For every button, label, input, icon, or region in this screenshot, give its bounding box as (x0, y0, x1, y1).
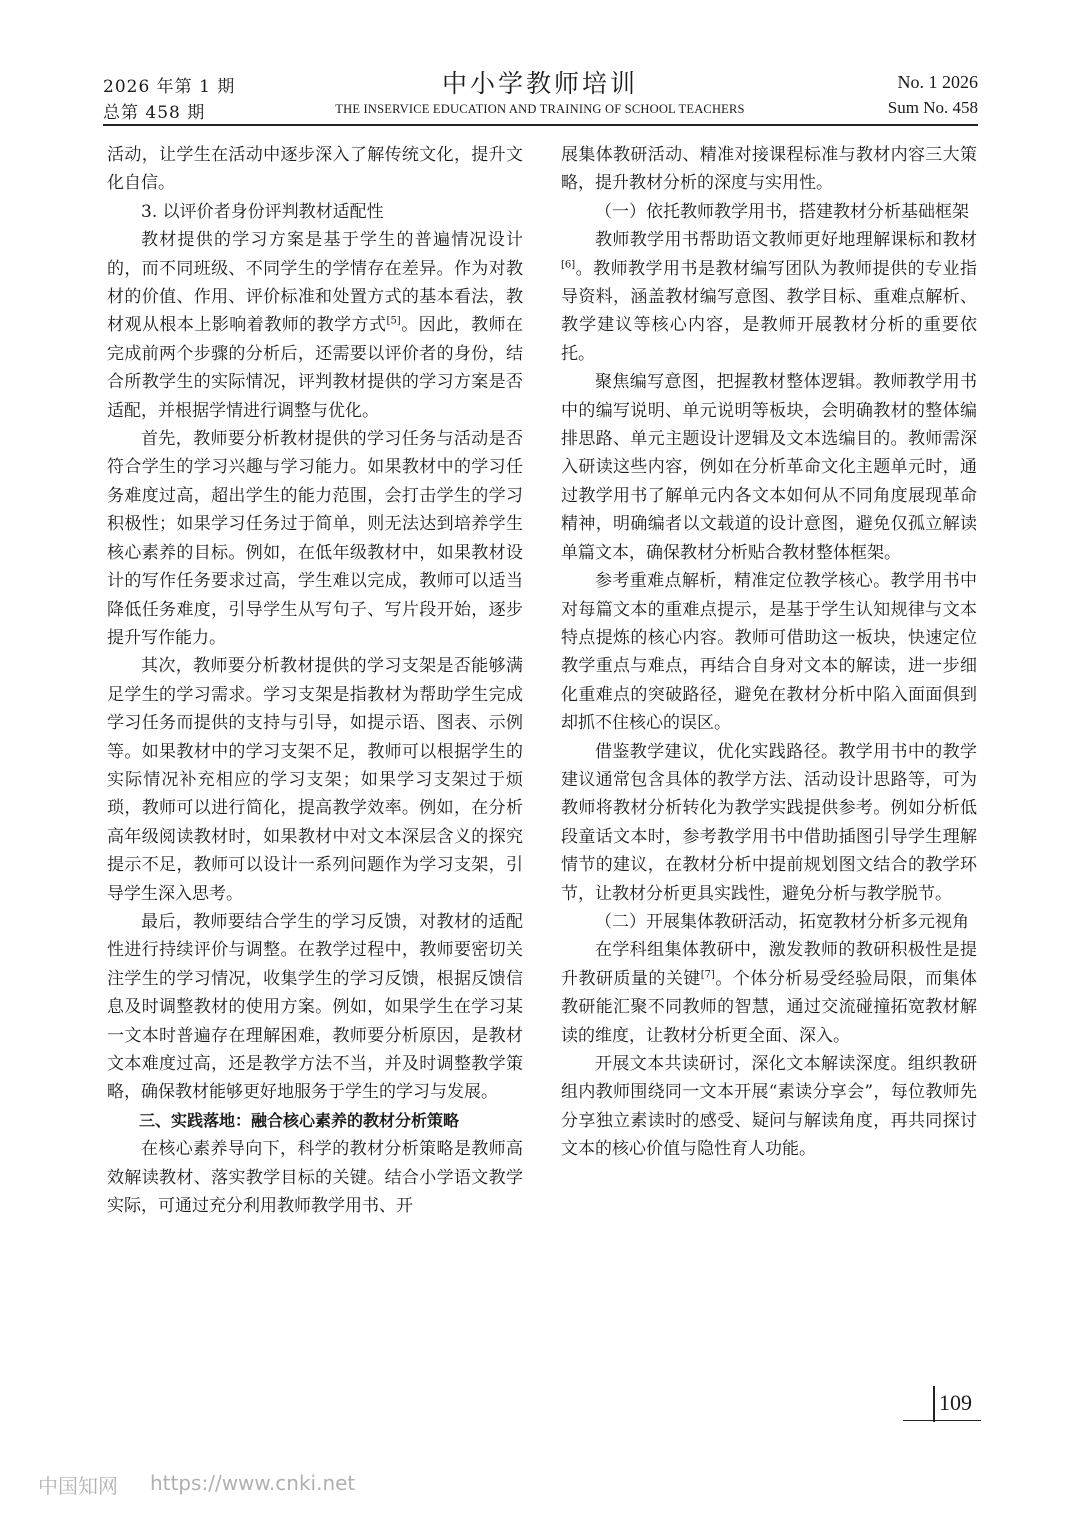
paragraph: 聚焦编写意图，把握教材整体逻辑。教师教学用书中的编写说明、单元说明等板块，会明确教材的整体编排思路、单元主题设计逻辑及文本选编目的。教师需深入研读这些内容，例如在分析革命文化主题单元时，通过教学用书了解单元内各文本如何从不同角度展现革命精神，明确编者以文载道的设计意图，避免仅孤立解读单篇文本，确保教材分析贴合教材整体框架。 (561, 372, 977, 563)
paragraph: 在核心素养导向下，科学的教材分析策略是教师高效解读教材、落实教学目标的关键。结合小学语文教学实际，可通过充分利用教师教学用书、开 (107, 1139, 523, 1217)
page-number-divider (933, 1386, 935, 1422)
subheading: 3. 以评价者身份评判教材适配性 (141, 201, 384, 222)
paragraph: 借鉴教学建议，优化实践路径。教学用书中的教学建议通常包含具体的教学方法、活动设计思路等，可为教师将教材分析转化为教学实践提供参考。例如分析低段童话文本时，参考教学用书中借助插图引导学生理解情节的建议，在教材分析中提前规划图文结合的教学环节，让教材分析更具实践性，避免分析与教学脱节。 (561, 741, 977, 904)
right-column (561, 141, 977, 1164)
paragraph (561, 936, 977, 1050)
citation-ref: [5] (386, 315, 401, 327)
paragraph: 首先，教师要分析教材提供的学习任务与活动是否符合学生的学习兴趣与学习能力。如果教材中的学习任务难度过高，超出学生的能力范围，会打击学生的学习积极性；如果学习任务过于简单，则无法达到培养学生核心素养的目标。例如，在低年级教材中，如果教材设计的写作任务要求过高，学生难以完成，教师可以适当降低任务难度，引导学生从写句子、写片段开始，逐步提升写作能力。 (107, 429, 523, 648)
total-issue-en: Sum No. 458 (887, 98, 978, 117)
paragraph: 展集体教研活动、精准对接课程标准与教材内容三大策略，提升教材分析的深度与实用性。 (561, 145, 977, 194)
subsection-heading: （一）依托教师教学用书，搭建教材分析基础框架 (595, 201, 969, 222)
paragraph-text: 。个体分析易受经验局限，而集体教研能汇聚不同教师的智慧，通过交流碰撞拓宽教材解读的维度，让教材分析更全面、深入。 (561, 968, 978, 1046)
paragraph-text: 教师教学用书帮助语文教师更好地理解课标和教材 (595, 230, 977, 251)
total-issue-label: 总第 458 期 (103, 103, 206, 123)
paragraph-text: 。因此，教师在完成前两个步骤的分析后，还需要以评价者的身份，结合所教学生的实际情况，评判教材提供的学习方案是否适配，并根据学情进行调整与优化。 (107, 315, 524, 421)
paragraph-text: 。教师教学用书是教材编写团队为教师提供的专业指导资料，涵盖教材编写意图、教学目标、重难点解析、教学建议等核心内容，是教师开展教材分析的重要依托。 (561, 258, 977, 364)
paragraph-text: 教材提供的学习方案是基于学生的普遍情况设计的，而不同班级、不同学生的学情存在差异。作为对教材的价值、作用、评价标准和处置方式的基本看法，教材观从根本上影响着教师的教学方式 (107, 230, 523, 336)
paragraph (561, 226, 977, 368)
paragraph: 最后，教师要结合学生的学习反馈，对教材的适配性进行持续评价与调整。在教学过程中，教师要密切关注学生的学习情况，收集学生的学习反馈，根据反馈信息及时调整教材的使用方案。例如，如果学生在学习某一文本时普遍存在理解困难，教师要分析原因，是教材文本难度过高，还是教学方法不当，并及时调整教学策略，确保教材能够更好地服务于学生的学习与发展。 (107, 911, 523, 1103)
paragraph: 开展文本共读研讨，深化文本解读深度。组织教研组内教师围绕同一文本开展“素读分享会”，每位教师先分享独立素读时的感受、疑问与解读角度，再共同探讨文本的核心价值与隐性育人功能。 (561, 1054, 977, 1160)
paragraph: 参考重难点解析，精准定位教学核心。教学用书中对每篇文本的重难点提示，是基于学生认知规律与文本特点提炼的核心内容。教师可借助这一板块，快速定位教学重点与难点，再结合自身对文本的解读，进一步细化重难点的突破路径，避免在教材分析中陷入面面俱到却抓不住核心的误区。 (561, 571, 977, 734)
section-heading: 三、实践落地：融合核心素养的教材分析策略 (139, 1110, 460, 1130)
citation-ref: [6] (561, 258, 576, 270)
cnki-watermark: 中国知网 (38, 1474, 118, 1498)
paragraph-text: 在学科组集体教研中，激发教师的教研积极性是提升教研质量的关键 (561, 940, 977, 989)
journal-subtitle: THE INSERVICE EDUCATION AND TRAINING OF SCHOOL TEACHERS (335, 102, 745, 116)
issue-number-en: No. 1 2026 (897, 72, 978, 92)
subsection-heading: （二）开展集体教研活动，拓宽教材分析多元视角 (595, 911, 969, 932)
cnki-url: https://www.cnki.net (150, 1471, 356, 1495)
citation-ref: [7] (700, 969, 715, 981)
issue-label: 2026 年第 1 期 (103, 77, 236, 97)
page-number: 109 (939, 1390, 972, 1415)
paragraph: 活动，让学生在活动中逐步深入了解传统文化，提升文化自信。 (107, 145, 523, 194)
paragraph (107, 226, 523, 425)
header-rule (103, 124, 978, 126)
left-column (107, 141, 523, 1220)
paragraph: 其次，教师要分析教材提供的学习支架是否能够满足学生的学习需求。学习支架是指教材为帮助学生完成学习任务而提供的支持与引导，如提示语、图表、示例等。如果教材中的学习支架不足，教师可以根据学生的实际情况补充相应的学习支架；如果学习支架过于烦琐，教师可以进行简化，提高教学效率。例如，在分析高年级阅读教材时，如果教材中对文本深层含义的探究提示不足，教师可以设计一系列问题作为学习支架，引导学生深入思考。 (107, 656, 523, 904)
journal-title: 中小学教师培训 (441, 69, 638, 98)
